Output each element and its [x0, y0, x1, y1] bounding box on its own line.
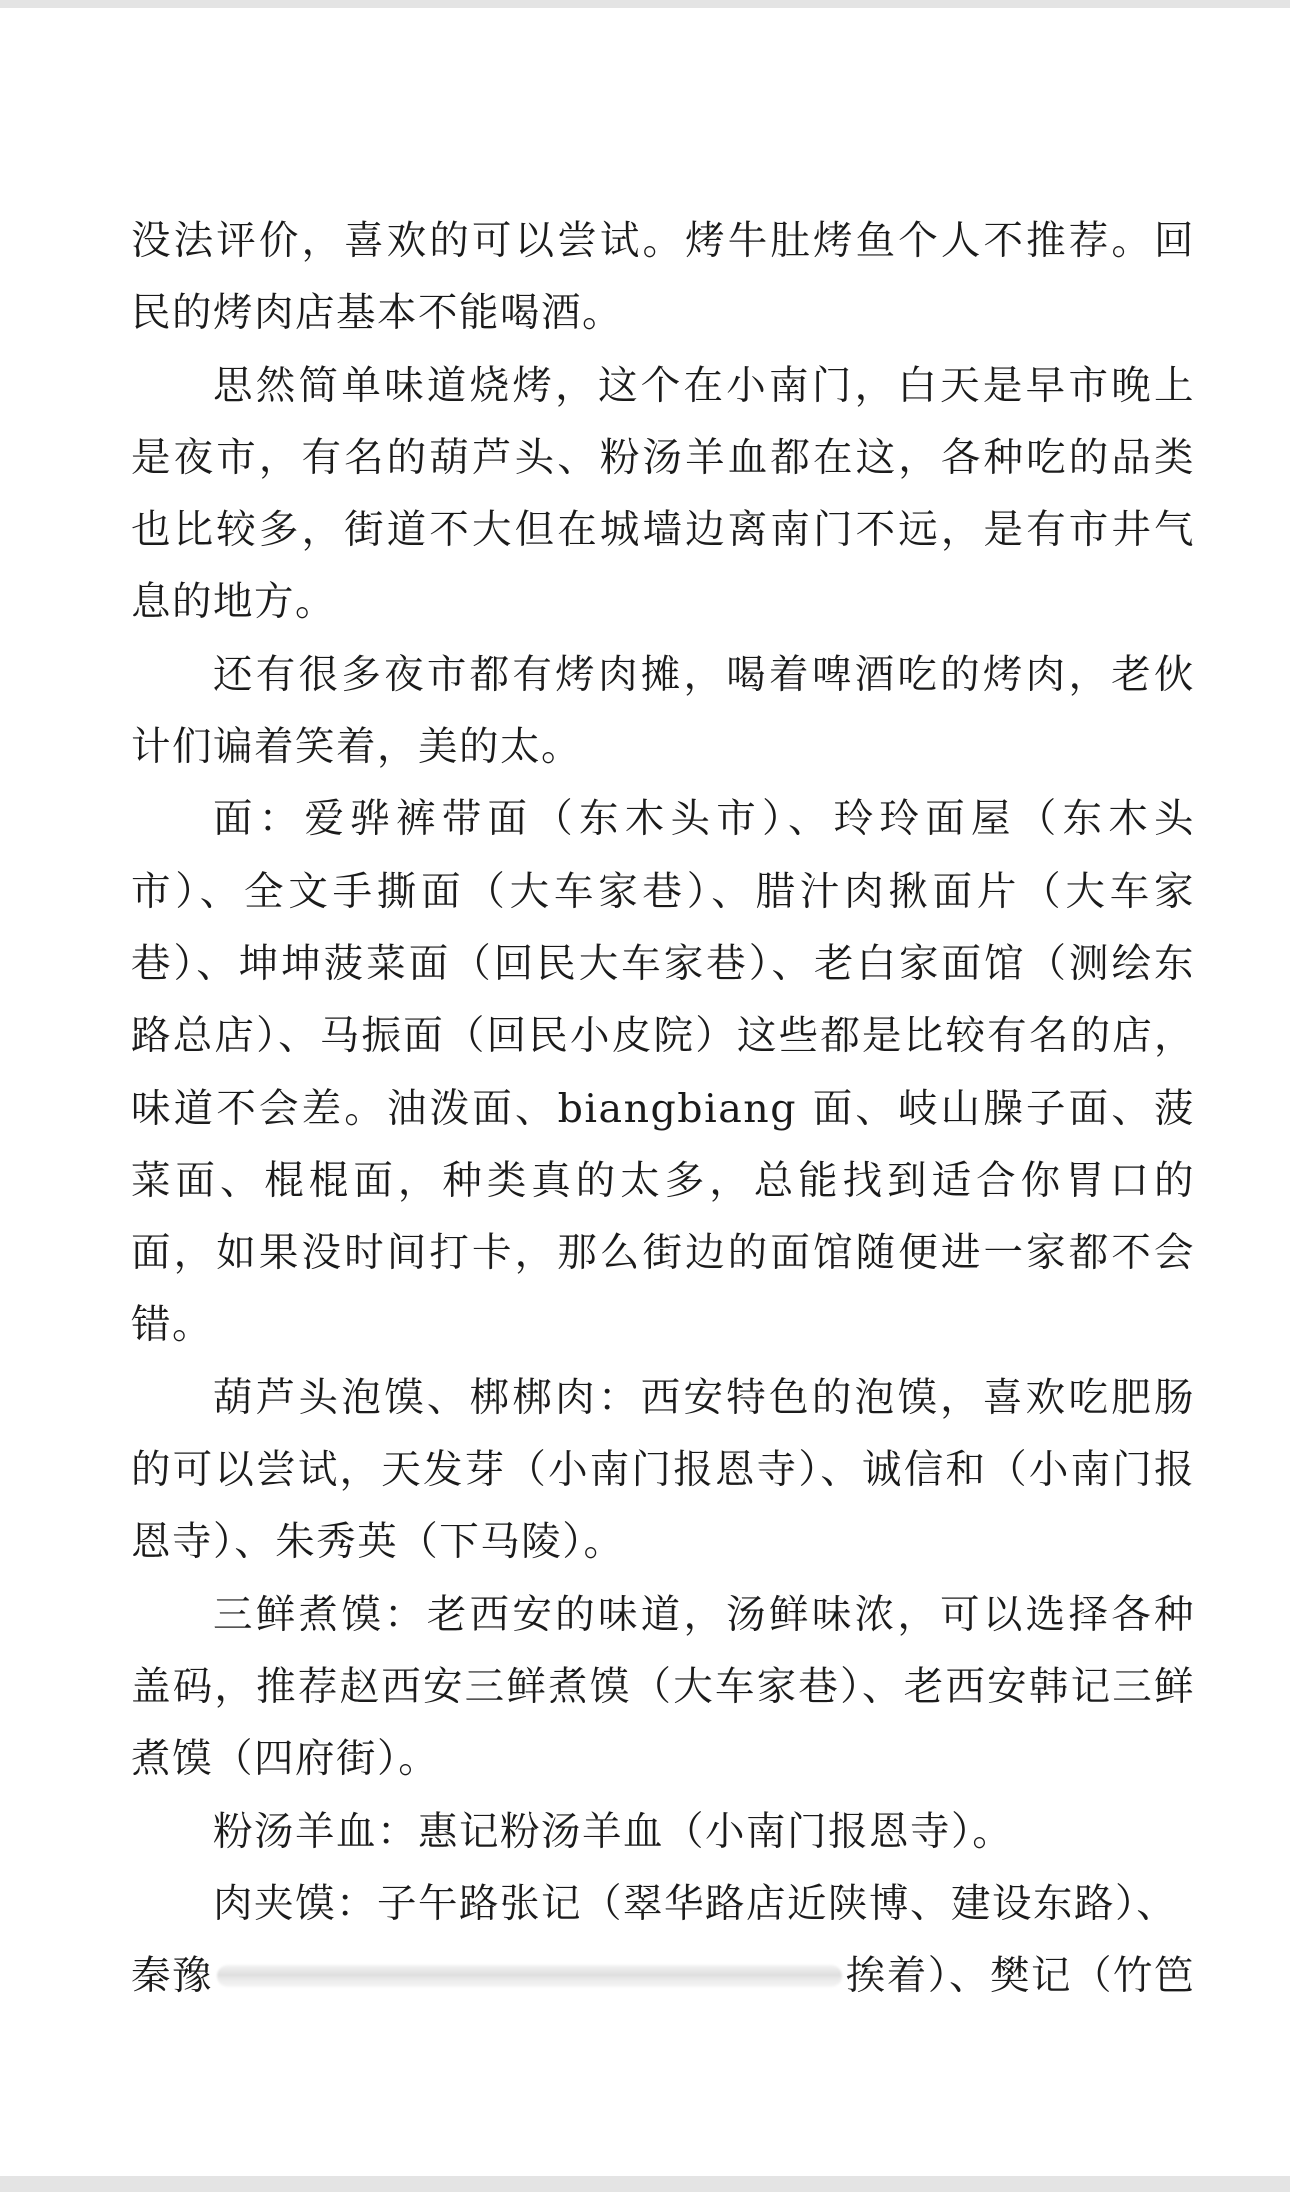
redacted-line	[131, 1940, 1195, 2012]
redacted-line-start: 秦豫	[131, 1953, 213, 2000]
paragraph-1: 没法评价，喜欢的可以尝试。烤牛肚烤鱼个人不推荐。回民的烤肉店基本不能喝酒。	[131, 218, 1195, 337]
paragraph-3: 还有很多夜市都有烤肉摊，喝着啤酒吃的烤肉，老伙计们谝着笑着，美的太。	[131, 651, 1195, 771]
paragraph-8: 肉夹馍：子午路张记（翠华路店近陕博、建设东路）、	[213, 1880, 1178, 1927]
redacted-line-end: 挨着）、樊记（竹笆	[845, 1953, 1195, 2000]
paragraph-4: 面：爱骅裤带面（东木头市）、玲玲面屋（东木头市）、全文手撕面（大车家巷）、腊汁肉揪面片（大车家巷）、坤坤菠菜面（回民大车家巷）、老白家面馆（测绘东路总店）、马振面（回民小皮院）这些都是比较有名的店，味道不会差。油泼面、biangbiang 面、岐山臊子面、菠菜面、棍棍面，种类真的太多，总能找到适合你胃口的面，如果没时间打卡，那么街边的面馆随便进一家都不会错。	[131, 796, 1195, 1349]
redaction-blur	[217, 1965, 842, 1987]
document-body	[131, 205, 1195, 2012]
paragraph-6: 三鲜煮馍：老西安的味道，汤鲜味浓，可以选择各种盖码，推荐赵西安三鲜煮馍（大车家巷）、老西安韩记三鲜煮馍（四府街）。	[131, 1591, 1195, 1783]
paragraph-7: 粉汤羊血：惠记粉汤羊血（小南门报恩寺）。	[213, 1808, 1014, 1855]
paragraph-2: 思然简单味道烧烤，这个在小南门，白天是早市晚上是夜市，有名的葫芦头、粉汤羊血都在这，各种吃的品类也比较多，街道不大但在城墙边离南门不远，是有市井气息的地方。	[131, 362, 1195, 626]
top-edge	[0, 0, 1290, 8]
paragraph-5: 葫芦头泡馍、梆梆肉：西安特色的泡馍，喜欢吃肥肠的可以尝试，天发芽（小南门报恩寺）、诚信和（小南门报恩寺）、朱秀英（下马陵）。	[131, 1374, 1195, 1566]
bottom-edge	[0, 2176, 1290, 2192]
